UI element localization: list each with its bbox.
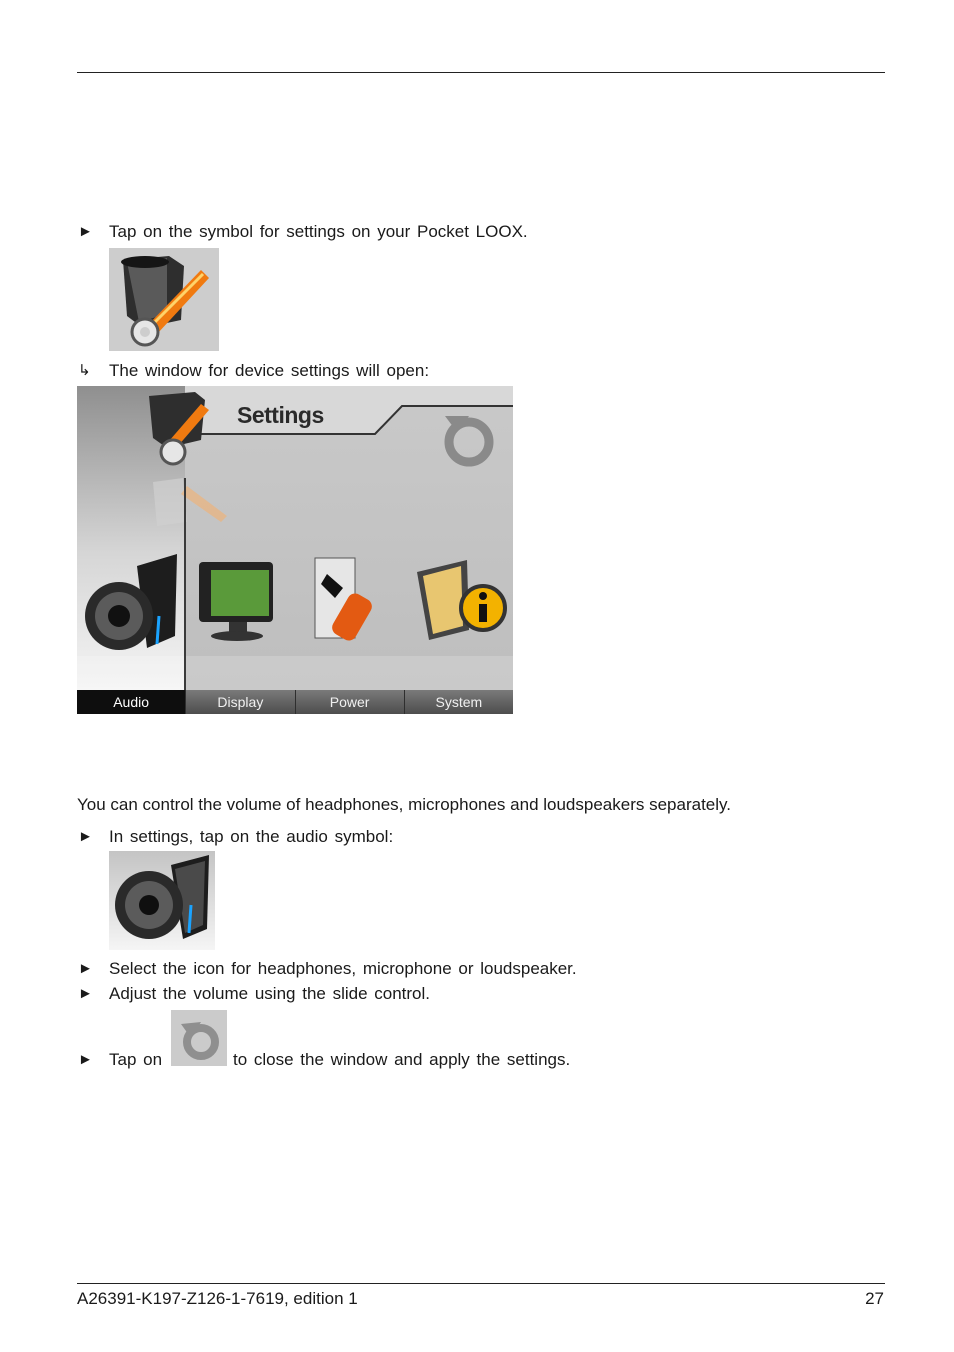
volume-intro: You can control the volume of headphones, microphones and loudspeakers separately. — [77, 795, 731, 814]
tab-display[interactable]: Display — [185, 690, 294, 714]
back-icon — [445, 416, 489, 462]
bullet: ► — [78, 1051, 93, 1068]
settings-title: Settings — [237, 402, 324, 428]
result-window-opens: The window for device settings will open: — [109, 361, 430, 380]
settings-divider — [184, 478, 186, 690]
step-settings-symbol: Tap on the symbol for settings on your Pocket LOOX. — [109, 222, 528, 241]
step-adjust-volume: Adjust the volume using the slide control. — [109, 984, 431, 1003]
step-audio-symbol: In settings, tap on the audio symbol: — [109, 827, 394, 846]
settings-icon — [109, 248, 219, 351]
page-number: 27 — [865, 1289, 884, 1308]
bullet: ► — [78, 223, 93, 240]
step-close-window: to close the window and apply the settings. — [233, 1050, 571, 1069]
result-arrow: ↳ — [78, 362, 91, 379]
audio-icon — [109, 851, 215, 950]
tab-system[interactable]: System — [404, 690, 513, 714]
bullet: ► — [78, 828, 93, 845]
bullet: ► — [78, 960, 93, 977]
footer-rule — [77, 1283, 885, 1284]
display-icon — [199, 562, 273, 641]
bullet: ► — [78, 985, 93, 1002]
settings-window-screenshot — [77, 386, 513, 714]
document-id: A26391-K197-Z126-1-7619, edition 1 — [77, 1289, 358, 1308]
step-tap-on: Tap on — [109, 1050, 163, 1069]
tab-power[interactable]: Power — [295, 690, 404, 714]
settings-tab-bar — [77, 690, 513, 714]
back-icon — [171, 1010, 227, 1066]
power-icon — [315, 558, 375, 643]
step-select-icon: Select the icon for headphones, microphone or loudspeaker. — [109, 959, 577, 978]
header-rule — [77, 72, 885, 73]
tab-audio[interactable]: Audio — [77, 690, 185, 714]
system-icon — [417, 560, 505, 640]
audio-icon — [85, 554, 177, 650]
